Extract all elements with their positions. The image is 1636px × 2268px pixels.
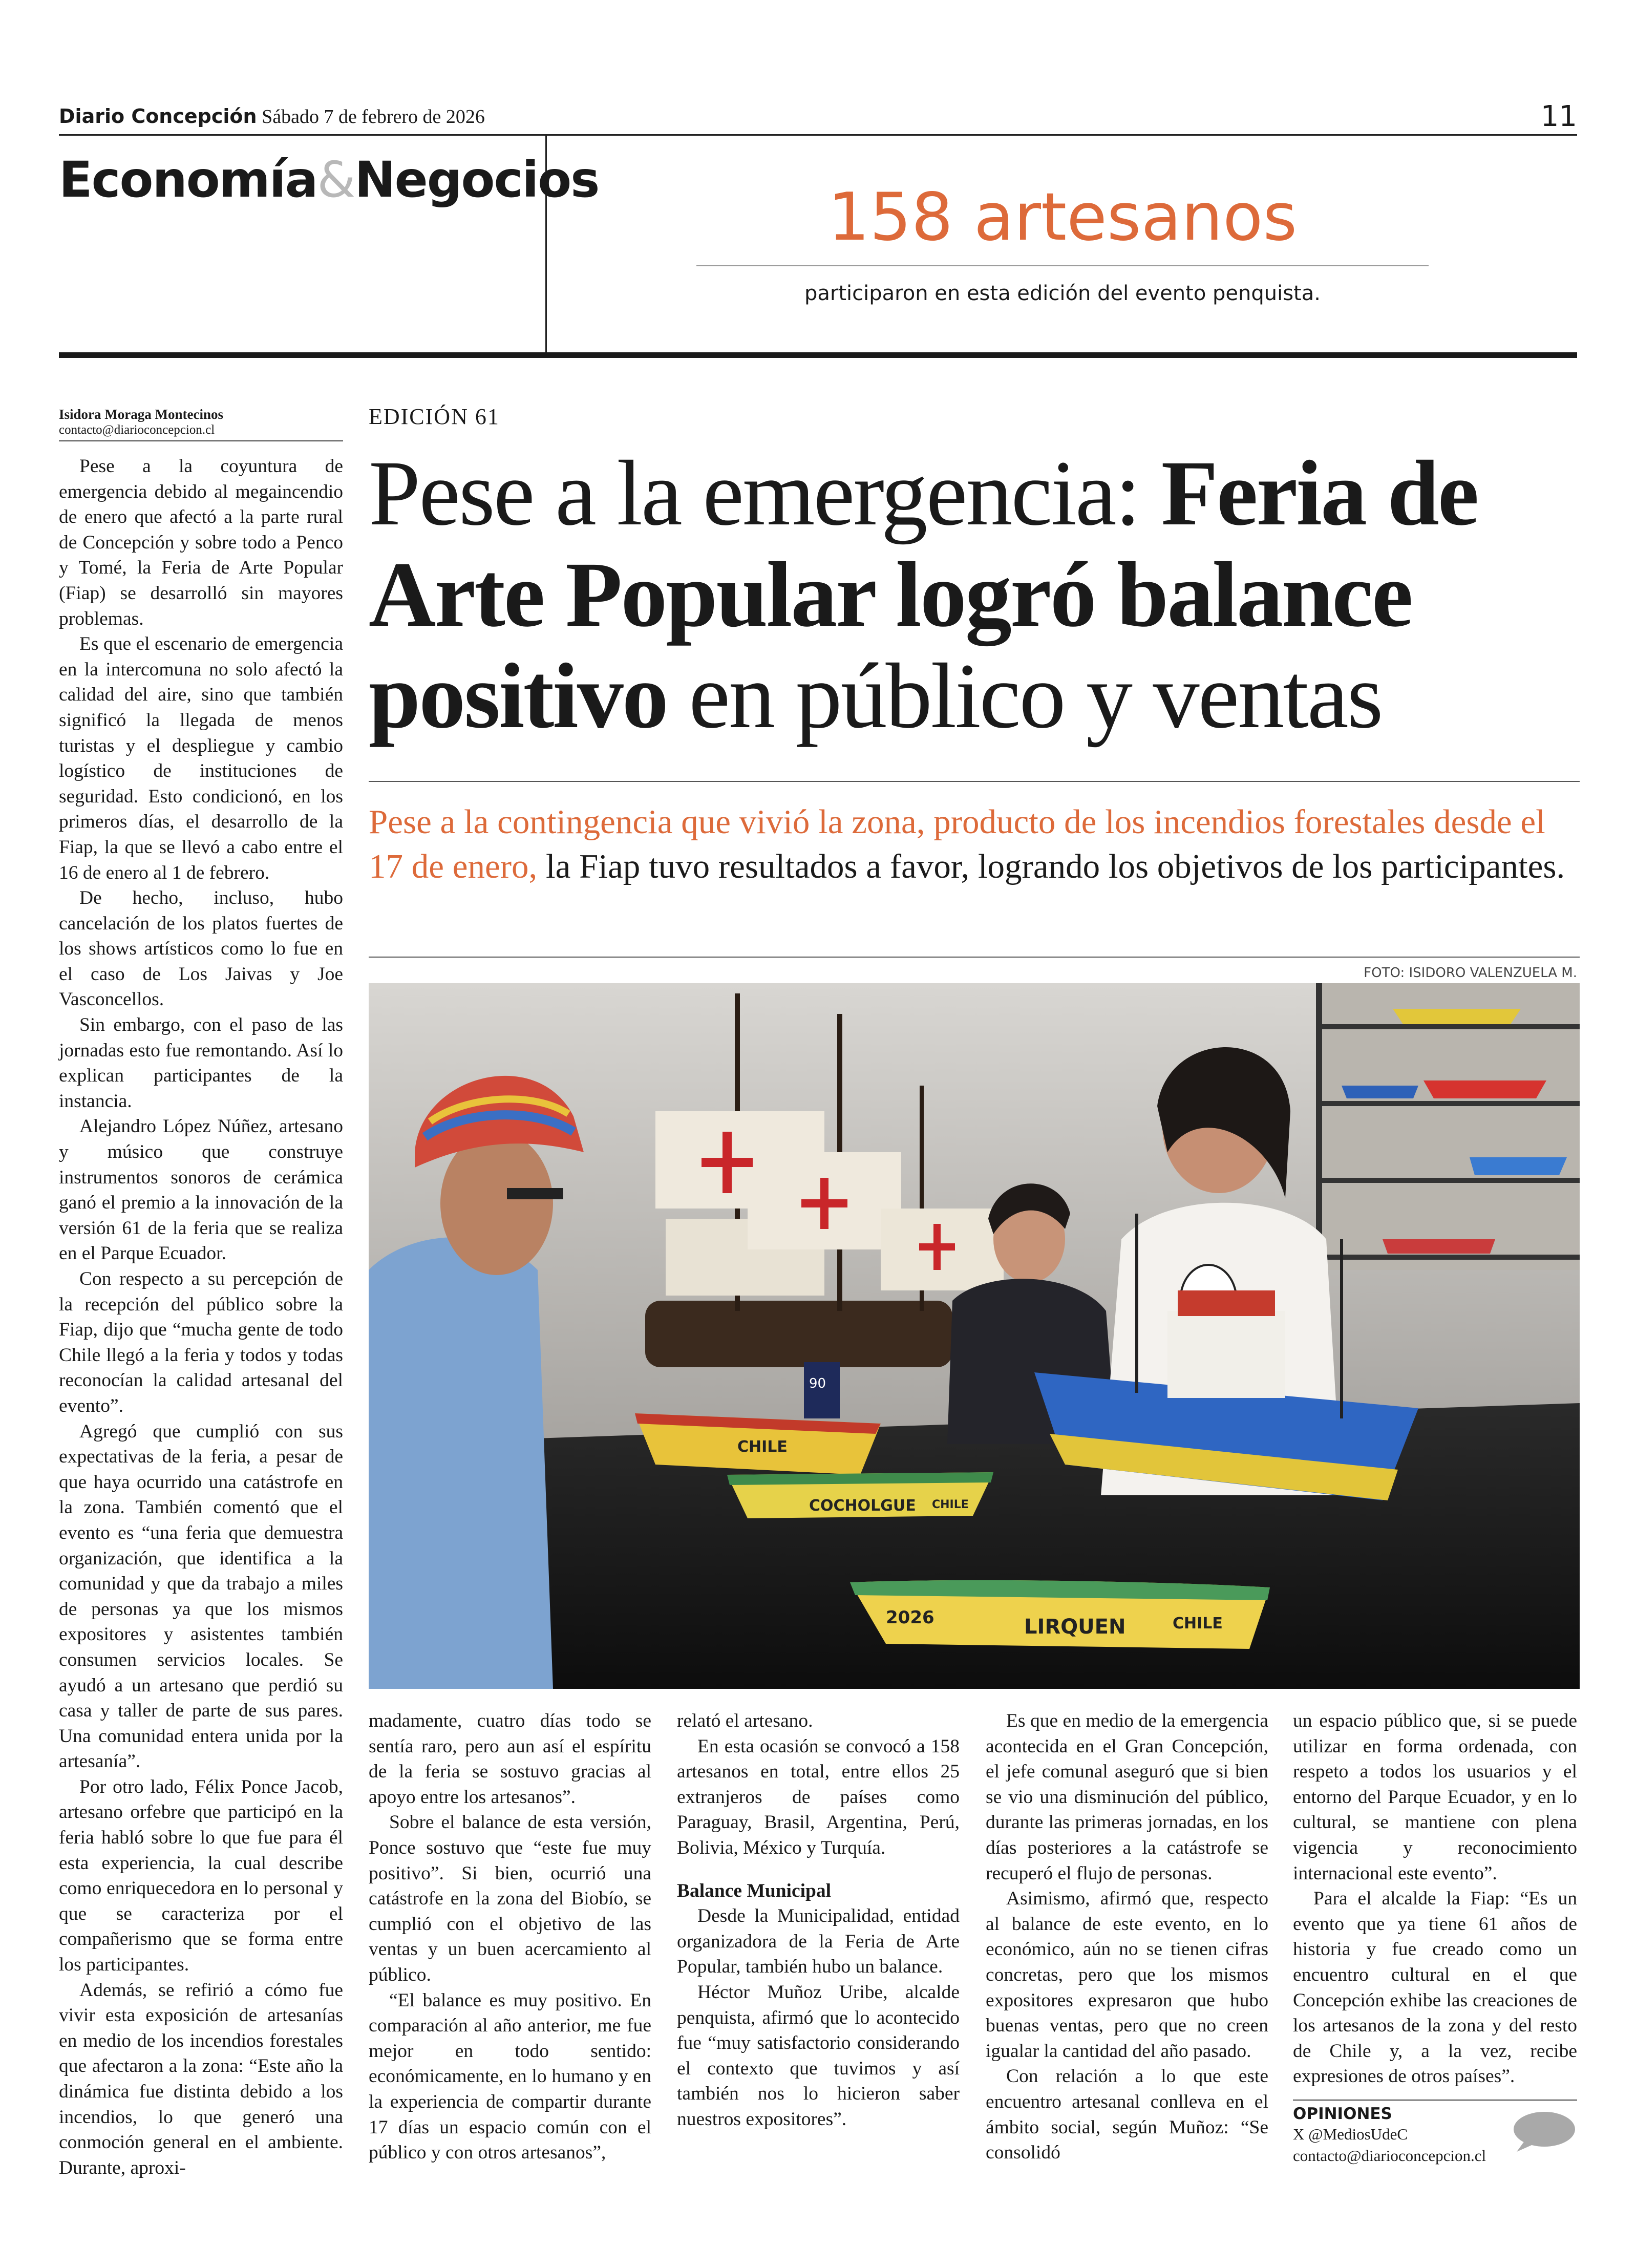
- headline: [369, 443, 1582, 747]
- boat-label-chile-3: CHILE: [1173, 1615, 1223, 1633]
- paragraph: Sin embargo, con el paso de las jornadas esto fue remontando. Así lo explican participantes de la instancia.: [59, 1014, 343, 1112]
- folio-line: [59, 105, 485, 128]
- opinions-title: OPINIONES: [1293, 2105, 1392, 2123]
- speech-bubble-icon: [1510, 2110, 1576, 2153]
- deck-highlight: Pese a la contingencia que vivió la zona, producto de los incendios forestales desde el 17 de enero,: [369, 803, 1545, 885]
- headline-rule: [369, 781, 1580, 782]
- body-column-4: [986, 1708, 1268, 2166]
- paragraph: Pese a la coyuntura de emergencia debido al megaincendio de enero que afectó a la parte rural de Concepción y sobre todo a Penco y Tomé, la Feria de Arte Popular (Fiap) se desarrolló sin mayores problemas.: [59, 456, 343, 629]
- deck-rule: [369, 957, 1580, 958]
- opinions-rule: [1293, 2100, 1577, 2101]
- paragraph: Con respecto a su percepción de la recepción del público sobre la Fiap, dijo que “mucha gente de todo Chile llegó a la feria y todos y todas reconocían la calidad artesanal del evento”.: [59, 1268, 343, 1416]
- boat-label-cocholgue: COCHOLGUE: [809, 1497, 916, 1515]
- photo-illustration: [369, 983, 1580, 1689]
- byline-rule: [59, 440, 343, 441]
- headline-light-a: Pese a la emergencia:: [369, 442, 1161, 545]
- paragraph: Por otro lado, Félix Ponce Jacob, artesano orfebre que participó en la feria habló sobre lo que fue para él esta experiencia, la cual describe como enriquecedora en lo personal y que se caracteriza por el compañerismo que se forma entre los participantes.: [59, 1776, 343, 1976]
- paragraph: relató el artesano.: [677, 1710, 813, 1731]
- paragraph: Es que en medio de la emergencia acontecida en el Gran Concepción, el jefe comunal aseguró que si bien se vio una disminución del público, durante las primeras jornadas, en los días posteriores a la catástrofe se recuperó el flujo de personas.: [986, 1710, 1268, 1884]
- body-column-3: [677, 1708, 960, 2132]
- section-word-b: Negocios: [354, 151, 599, 208]
- paragraph: Desde la Municipalidad, entidad organizadora de la Feria de Arte Popular, también hubo un balance.: [677, 1905, 960, 1978]
- stat-rule: [696, 265, 1429, 266]
- paragraph: Agregó que cumplió con sus expectativas de la feria, a pesar de que haya ocurrido una catástrofe en la zona. También comentó que el evento es “una feria que demuestra organización, que identifica a la comunidad y que da trabajo a miles de personas ya que los mismos expositores y asistentes también consumen servicios locales. Se ayudó a un artesano que perdió su casa y taller de parte de sus pares. Una comunidad entera unida por la artesanía”.: [59, 1421, 343, 1772]
- section-title: [59, 151, 599, 208]
- paragraph: Héctor Muñoz Uribe, alcalde penquista, afirmó que lo acontecido fue “muy satisfactorio considerando el contexto que tuvimos y así también nos lo hicieron saber nuestros expositores”.: [677, 1981, 960, 2130]
- top-rule: [59, 134, 1577, 136]
- paragraph: Con relación a lo que este encuentro artesanal conlleva en el ámbito social, según Muñoz: “Se consolidó: [986, 2066, 1268, 2164]
- deck: [369, 800, 1577, 889]
- paragraph: Alejandro López Núñez, artesano y músico que construye instrumentos sonoros de cerámica ganó el premio a la innovación de la versión 61 de la feria que se realiza en el Parque Ecuador.: [59, 1116, 343, 1264]
- paragraph: Además, se refirió a cómo fue vivir esta exposición de artesanías en medio de los incendios forestales que afectaron a la zona: “Este año la dinámica fue distinta debido a los incendios, lo que generó una conmoción general en el ambiente. Durante, aproxi-: [59, 1979, 343, 2178]
- paragraph: “El balance es muy positivo. En comparación al año anterior, me fue mejor en todo sentido: económicamente, en lo humano y en la experiencia de compartir durante 17 días un espacio común con el público y con otros artesanos”,: [369, 1989, 651, 2164]
- paragraph: En esta ocasión se convocó a 158 artesanos en total, entre ellos 25 extranjeros de países como Paraguay, Brasil, Argentina, Perú, Bolivia, México y Turquía.: [677, 1735, 960, 1858]
- contact-email[interactable]: contacto@diarioconcepcion.cl: [1293, 2147, 1486, 2165]
- social-handle[interactable]: X @MediosUdeC: [1293, 2125, 1408, 2143]
- body-column-5: [1293, 1708, 1577, 2089]
- paragraph: Es que el escenario de emergencia en la intercomuna no solo afectó la calidad del aire, sino que también significó la llegada de menos turistas y el despliegue y cambio logístico de instituciones de seguridad. Esto condicionó, en los primeros días, el desarrollo de la Fiap, la que se llevó a cabo entre el 16 de enero al 1 de febrero.: [59, 633, 343, 883]
- subheading: Balance Municipal: [677, 1880, 832, 1901]
- paper-name: Diario Concepción: [59, 105, 257, 128]
- article-photo: [369, 983, 1580, 1689]
- boat-number: 90: [809, 1376, 826, 1391]
- boat-cocholgue: [727, 1472, 993, 1518]
- boat-label-lirquen: LIRQUEN: [1024, 1615, 1126, 1639]
- paragraph: Sobre el balance de esta versión, Ponce sostuvo que “este fue muy positivo”. Si bien, ocurrió una catástrofe en la zona del Biobío, se cumplió con el objetivo de las ventas y un buen acercamiento al público.: [369, 1812, 651, 1985]
- photo-credit: FOTO: ISIDORO VALENZUELA M.: [1364, 965, 1577, 981]
- boat-label-chile-2: CHILE: [932, 1498, 969, 1511]
- stat-caption: participaron en esta edición del evento penquista.: [804, 282, 1321, 305]
- headline-bold: Feria de Arte Popular logró balance positivo: [369, 442, 1478, 748]
- paragraph: De hecho, incluso, hubo cancelación de los platos fuertes de los shows artísticos como lo fue en el caso de Los Jaivas y Joe Vasconcellos.: [59, 887, 343, 1010]
- deck-rest: la Fiap tuvo resultados a favor, logrando los objetivos de los participantes.: [537, 847, 1565, 885]
- body-column-2: [369, 1708, 651, 2166]
- body-column-1: [59, 454, 343, 2180]
- byline-email: contacto@diarioconcepcion.cl: [59, 423, 215, 437]
- issue-date: Sábado 7 de febrero de 2026: [262, 106, 485, 128]
- page-number: 11: [1540, 100, 1577, 133]
- boat-label-2026: 2026: [886, 1607, 934, 1628]
- headline-light-b: en público y ventas: [667, 645, 1382, 748]
- boat-lirquen: [850, 1580, 1270, 1649]
- display-shelves: [1316, 983, 1580, 1270]
- paragraph: un espacio público que, si se puede utilizar en forma ordenada, con respeto a todos los usuarios y el entorno del Parque Ecuador, y en lo cultural, se mantiene con plena vigencia y reconocimiento internacional este evento”.: [1293, 1710, 1577, 1884]
- kicker: EDICIÓN 61: [369, 404, 500, 429]
- section-ampersand: &: [317, 151, 355, 208]
- paragraph: Asimismo, afirmó que, respecto al balance de este evento, en lo económico, aún no se tienen cifras concretas, pero que los mismos expositores expresaron que hubo buenas ventas, pero que no creen igualar la cantidad del año pasado.: [986, 1888, 1268, 2062]
- paragraph: madamente, cuatro días todo se sentía raro, pero aun así el espíritu de la feria se sostuvo gracias al apoyo entre los artesanos”.: [369, 1710, 651, 1808]
- header-thick-rule: [59, 352, 1577, 358]
- stat-highlight: 158 artesanos: [827, 179, 1298, 256]
- boat-label-chile-1: CHILE: [737, 1438, 788, 1456]
- byline-author: Isidora Moraga Montecinos: [59, 407, 223, 422]
- paragraph: Para el alcalde la Fiap: “Es un evento que ya tiene 61 años de historia y fue creado como un encuentro cultural en el que Concepción exhibe las creaciones de los artesanos de la zona y del resto de Chile y, a la vez, recibe expresiones de otros países”.: [1293, 1888, 1577, 2087]
- section-word-a: Economía: [59, 151, 317, 208]
